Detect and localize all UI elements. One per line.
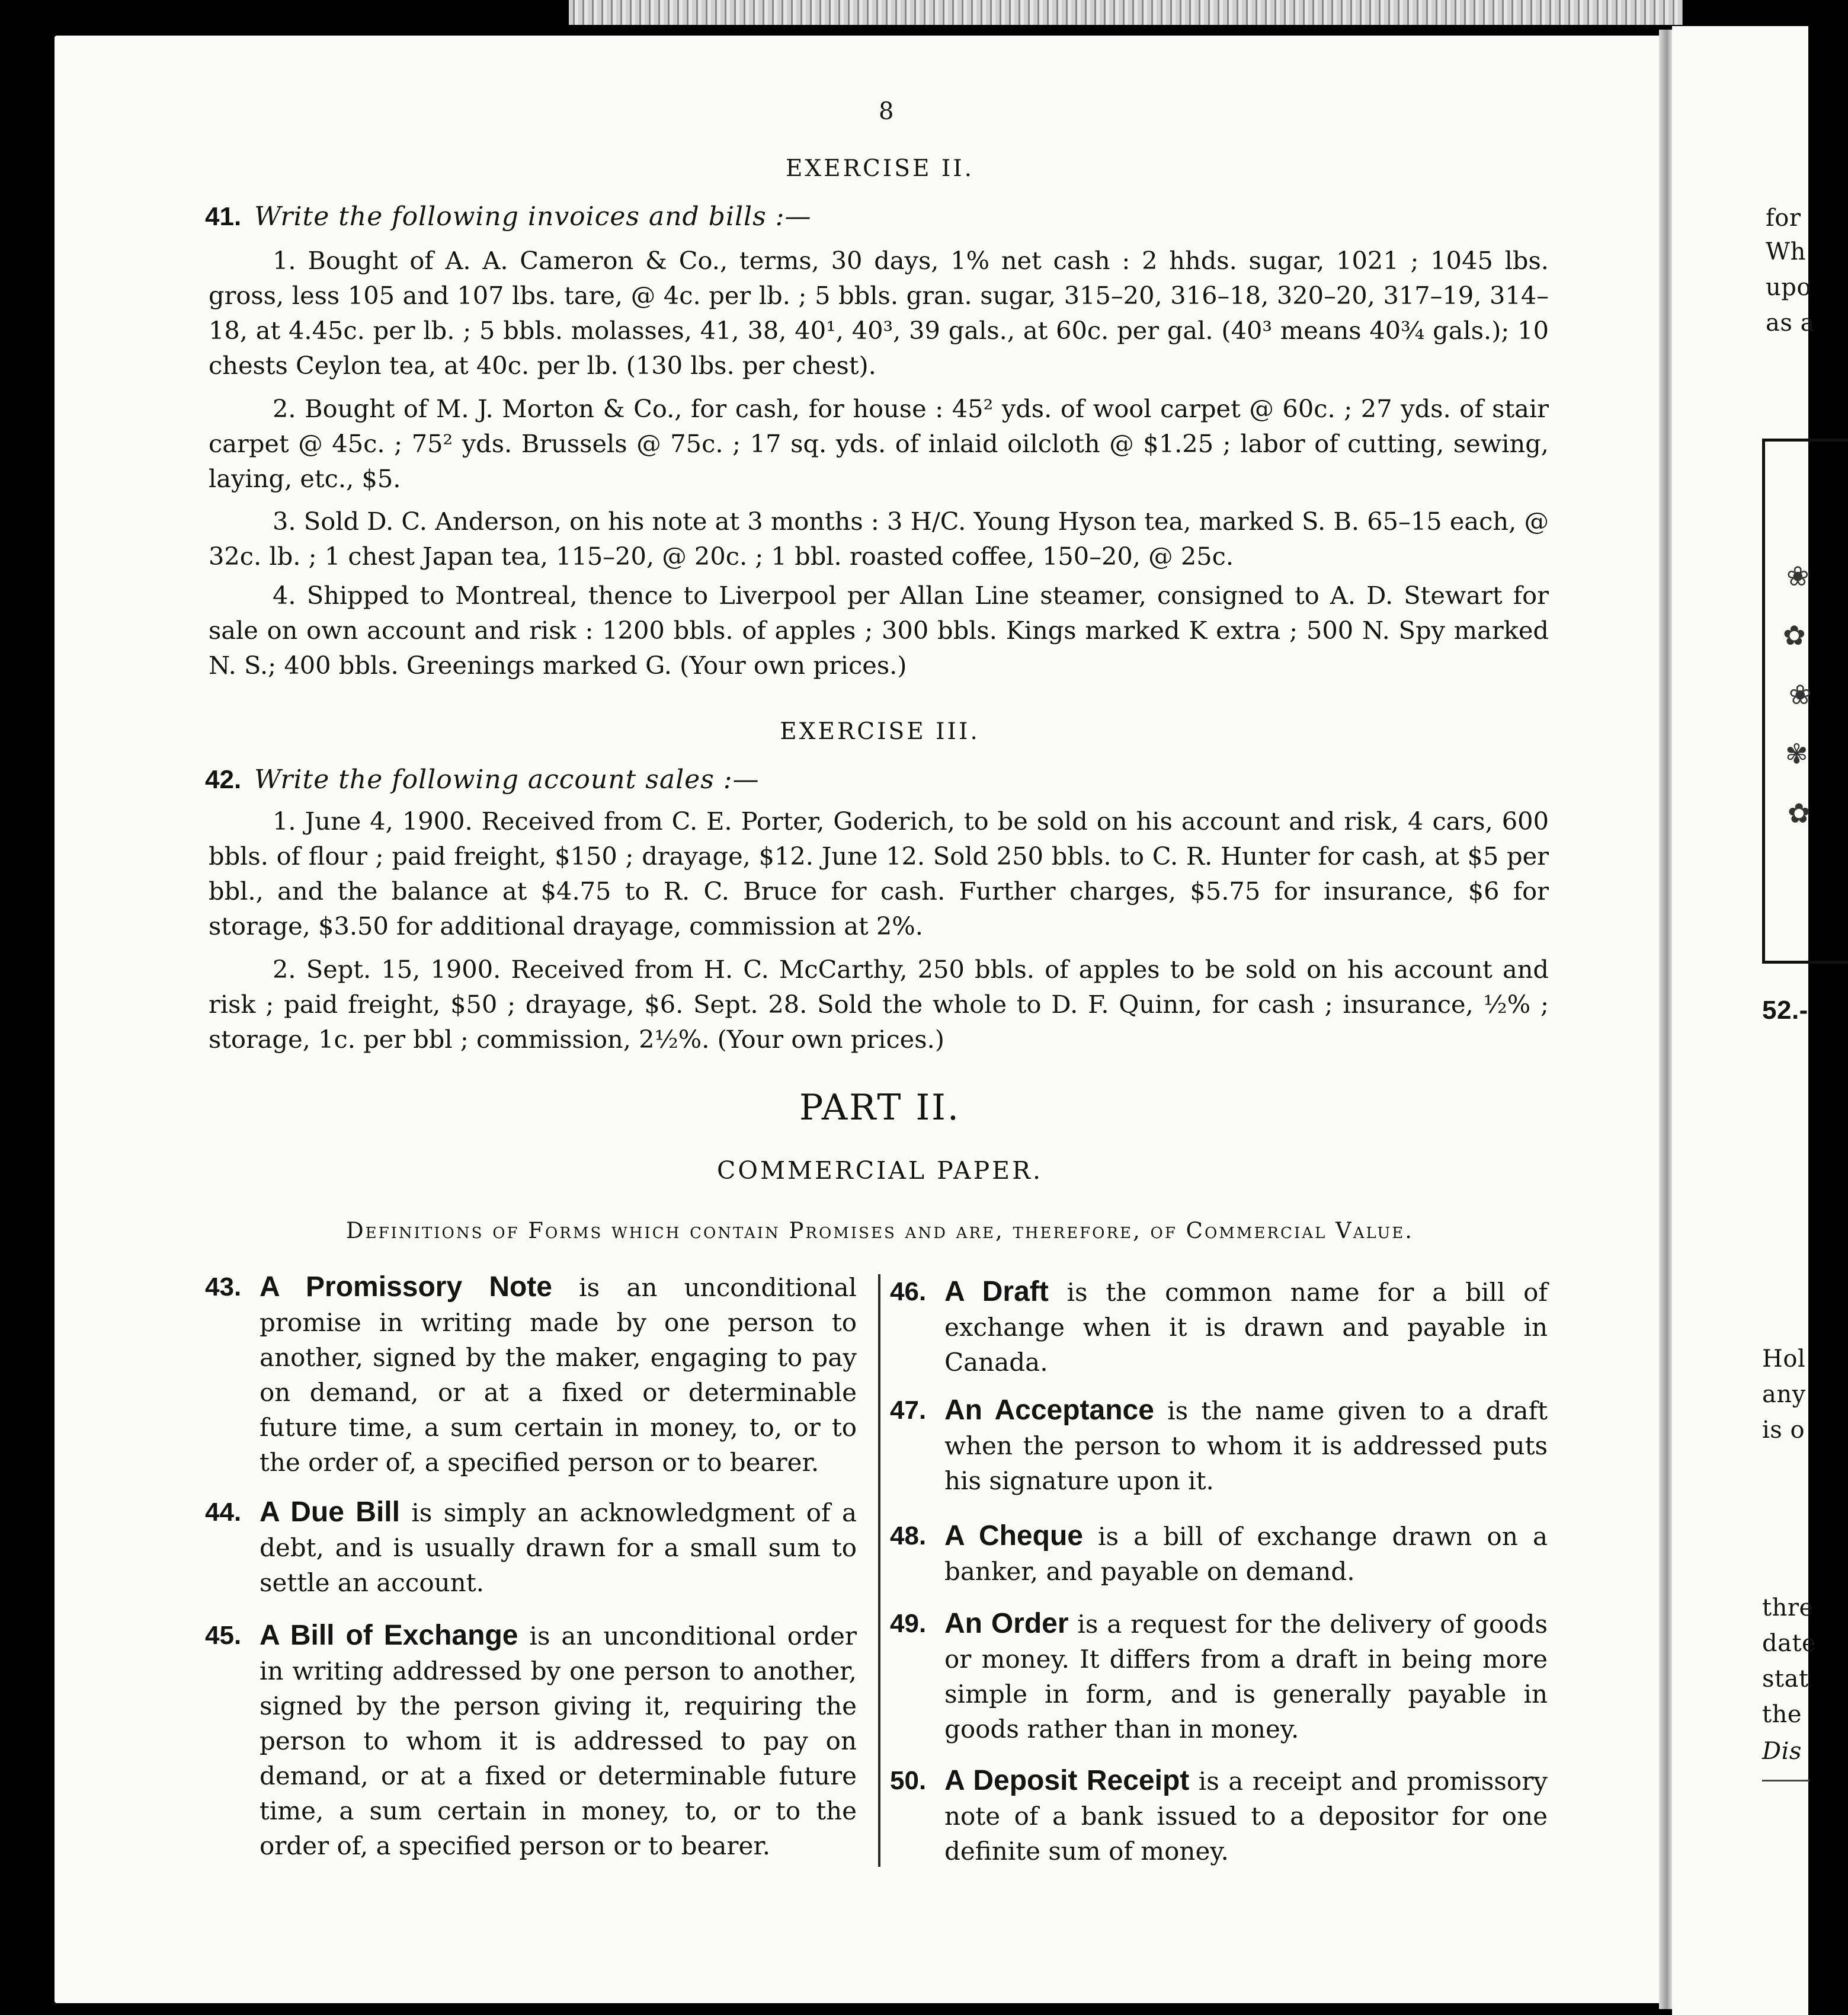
adjacent-fragment: thre	[1762, 1594, 1814, 1621]
flower-ornament-icon: ✿	[1783, 619, 1806, 651]
adjacent-fragment: Dis	[1762, 1738, 1802, 1765]
definition-text: is a receipt and promissory note of a bank issued to a depositor for one definite sum of money.	[944, 1767, 1548, 1866]
adjacent-rule	[1762, 1780, 1809, 1781]
part-subtitle: COMMERCIAL PAPER.	[716, 1156, 1043, 1185]
part-title: PART II.	[799, 1087, 960, 1128]
ornament-frame	[1762, 439, 1848, 964]
definition-text: is simply an acknowledgment of a debt, and is usually drawn for a small sum to settle an account.	[260, 1498, 857, 1597]
definition-number: 45.	[205, 1621, 242, 1650]
definition-item	[890, 1274, 1548, 1380]
exercise-item: 1. Bought of A. A. Cameron & Co., terms, 30 days, 1% net cash : 2 hhds. sugar, 1021 ; 1045 lbs. gross, less 105 and 107 lbs. tare, @ 4c. per lb. ; 5 bbls. gran. sugar, 315–20, 316–18, 320–20, 317–19, 314–18, at 4.45c. per lb. ; 5 bbls. molasses, 41, 38, 40¹, 40³, 39 gals., at 60c. per gal. (40³ means 40¾ gals.); 10 chests Ceylon tea, at 40c. per lb. (130 lbs. per chest).	[209, 246, 1549, 380]
definition-number: 49.	[890, 1609, 927, 1638]
question-line	[205, 765, 760, 795]
definition-term: An Acceptance	[944, 1394, 1154, 1426]
question-line	[205, 202, 812, 232]
definition-term: An Order	[944, 1608, 1069, 1639]
definition-item	[205, 1618, 857, 1863]
exercise-item: 3. Sold D. C. Anderson, on his note at 3 months : 3 H/C. Young Hyson tea, marked S. B. 65–15 each, @ 32c. lb. ; 1 chest Japan tea, 115–20, @ 20c. ; 1 bbl. roasted coffee, 150–20, @ 25c.	[209, 507, 1549, 571]
definition-item	[205, 1269, 857, 1480]
flower-ornament-icon: ✾	[1785, 738, 1808, 770]
question-instruction: Write the following account sales :—	[254, 765, 760, 795]
exercise-item: 2. Sept. 15, 1900. Received from H. C. McCarthy, 250 bbls. of apples to be sold on his account and risk ; paid freight, $50 ; drayage, $6. Sept. 28. Sold the whole to D. F. Quinn, for cash ; insurance, ½% ; storage, 1c. per bbl ; commission, 2½%. (Your own prices.)	[209, 955, 1549, 1054]
adjacent-fragment: Wh	[1766, 238, 1806, 266]
definition-term: A Draft	[944, 1276, 1049, 1307]
flower-ornament-icon: ❀	[1789, 679, 1812, 711]
page-number: 8	[879, 98, 894, 125]
exercise-item: 2. Bought of M. J. Morton & Co., for cash, for house : 45² yds. of wool carpet @ 60c. ; 27 yds. of stair carpet @ 45c. ; 75² yds. Brussels @ 75c. ; 17 sq. yds. of inlaid oilcloth @ $1.25 ; labor of cutting, sewing, laying, etc., $5.	[209, 394, 1549, 493]
definition-number: 48.	[890, 1521, 927, 1550]
definition-number: 47.	[890, 1396, 927, 1425]
adjacent-fragment: Hol	[1762, 1345, 1806, 1373]
definition-number: 44.	[205, 1498, 242, 1527]
definition-text: is an unconditional promise in writing made by one person to another, signed by the maker, engaging to pay on demand, or at a fixed or determinable future time, a sum certain in money, to, or to the order of, a specified person or to bearer.	[260, 1273, 857, 1477]
definition-item	[205, 1495, 857, 1600]
scan-top-strip	[569, 0, 1683, 25]
adjacent-fragment: date	[1762, 1630, 1817, 1657]
exercise-item: 1. June 4, 1900. Received from C. E. Porter, Goderich, to be sold on his account and risk, 4 cars, 600 bbls. of flour ; paid freight, $150 ; drayage, $12. June 12. Sold 250 bbls. to C. R. Hunter for cash, at $5 per bbl., and the balance at $4.75 to R. C. Bruce for cash. Further charges, $5.75 for insurance, $6 for storage, $3.50 for additional drayage, commission at 2%.	[209, 807, 1549, 941]
definition-text: is an unconditional order in writing addressed by one person to another, signed by the person giving it, requiring the person to whom it is addressed to pay on demand, or at a fixed or determinable future time, a sum certain in money, to, or to the order of, a specified person or to bearer.	[260, 1621, 857, 1860]
adjacent-fragment: any	[1762, 1381, 1806, 1408]
adjacent-fragment: as a	[1766, 309, 1815, 337]
definition-item	[890, 1606, 1548, 1747]
definition-term: A Due Bill	[260, 1496, 400, 1528]
definition-text: is a request for the delivery of goods or money. It differs from a draft in being more simple in form, and is generally payable in goods rather than in money.	[944, 1610, 1548, 1744]
adjacent-fragment: the	[1762, 1701, 1802, 1728]
flower-ornament-icon: ✿	[1788, 797, 1811, 829]
flower-ornament-icon: ❀	[1786, 560, 1809, 592]
definition-item	[890, 1393, 1548, 1498]
definition-text: is the name given to a draft when the person to whom it is addressed puts his signature upon it.	[944, 1396, 1548, 1495]
exercise-heading: EXERCISE III.	[780, 718, 980, 745]
definition-number: 50.	[890, 1766, 927, 1795]
adjacent-fragment: is o	[1762, 1416, 1805, 1444]
definition-number: 46.	[890, 1277, 927, 1306]
adjacent-fragment: for	[1766, 204, 1801, 232]
definition-item	[890, 1518, 1548, 1589]
adjacent-fragment: stat	[1762, 1665, 1809, 1693]
definition-term: A Cheque	[944, 1520, 1083, 1552]
question-instruction: Write the following invoices and bills :—	[254, 202, 812, 232]
definition-number: 43.	[205, 1272, 242, 1301]
column-divider	[878, 1274, 880, 1867]
definition-term: A Deposit Receipt	[944, 1765, 1190, 1796]
question-number: 41.	[205, 202, 242, 231]
definition-item	[890, 1763, 1548, 1869]
adjacent-fragment: upo	[1766, 274, 1811, 301]
definition-term: A Promissory Note	[260, 1271, 552, 1303]
adjacent-question-number: 52.-	[1762, 996, 1808, 1025]
definition-term: A Bill of Exchange	[260, 1620, 518, 1651]
exercise-item: 4. Shipped to Montreal, thence to Liverpool per Allan Line steamer, consigned to A. D. Stewart for sale on own account and risk : 1200 bbls. of apples ; 300 bbls. Kings marked K extra ; 500 N. Spy marked N. S.; 400 bbls. Greenings marked G. (Your own prices.)	[209, 581, 1549, 680]
definition-text: is a bill of exchange drawn on a banker, and payable on demand.	[944, 1522, 1548, 1586]
question-number: 42.	[205, 765, 242, 794]
definitions-heading: Definitions of Forms which contain Promises and are, therefore, of Commercial Value.	[345, 1218, 1414, 1243]
definition-text: is the common name for a bill of exchange when it is drawn and payable in Canada.	[944, 1278, 1548, 1377]
exercise-heading: EXERCISE II.	[785, 155, 975, 182]
page-fold-edge	[1659, 30, 1672, 2009]
